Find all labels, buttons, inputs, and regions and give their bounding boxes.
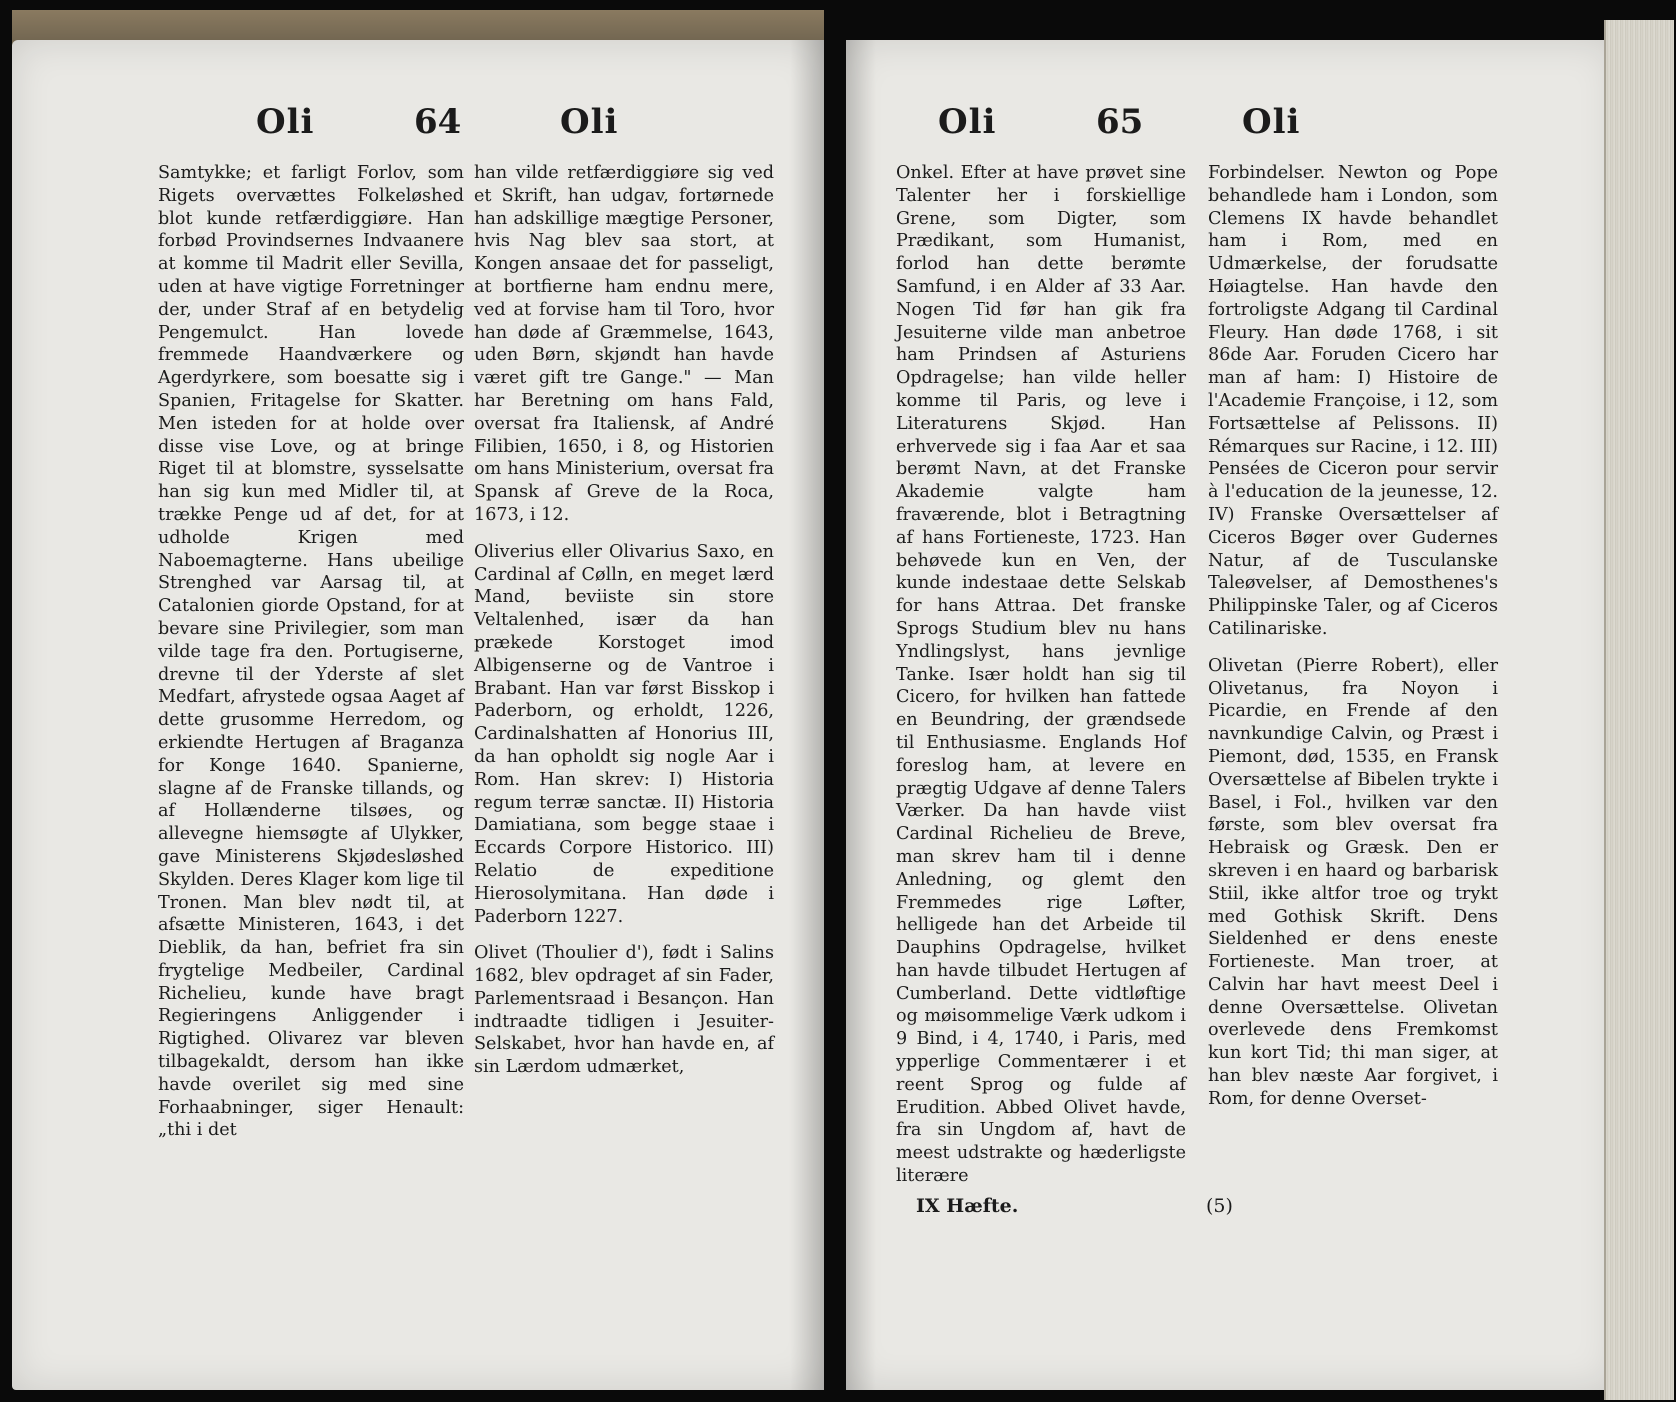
entry-oliverius: Oliverius eller Olivarius Saxo, en Cardinal af Cølln, en meget lærd Mand, beviiste sin store Veltalenhed, især da han prækede Korstoget imod Albigenserne og de Vantroe i Brabant. Han var først Bisskop i Paderborn, og erholdt, 1226, Cardinalshatten af Honorius III, da han opholdt sig nogle Aar i Rom. Han skrev: I) Historia regum terræ sanctæ. II) Historia Damiatiana, som begge staae i Eccards Corpore Historico. III) Relatio de expeditione Hierosolymitana. Han døde i Paderborn 1227. <box>474 541 774 927</box>
right-page-number: 65 <box>1096 102 1144 142</box>
entry-olivetan: Olivetan (Pierre Robert), eller Olivetanus, fra Noyon i Picardie, en Frende af den navnkundige Calvin, og Præst i Piemont, død, 1535, en Fransk Oversættelse af Bibelen trykte i Basel, i Fol., hvilken var den første, som blev oversat fra Hebraisk og Græsk. Den er skreven i en haard og barbarisk Stiil, ikke altfor troe og trykt med Gothisk Skrift. Dens Sieldenhed er dens eneste Fortieneste. Man troer, at Calvin har havt meest Deel i denne Oversættelse. Olivetan overlevede dens Fremkomst kun kort Tid; thi man siger, at han blev næste Aar forgivet, i Rom, for denne Overset- <box>1208 655 1498 1109</box>
text-paragraph: Samtykke; et farligt Forlov, som Rigets overvættes Folkeløshed blot kunde retfærdiggiøre. Han forbød Provindsernes Indvaanere at komme til Madrit eller Sevilla, uden at have vigtige Forretninger der, under Straf af en betydelig Pengemulct. Han lovede fremmede Haandværkere og Agerdyrkere, som boesatte sig i Spanien, Fritagelse for Skatter. Men isteden for at holde over disse vise Love, og at bringe Riget til at blomstre, sysselsatte han sig kun med Midler til, at trække Penge ud af det, for at udholde Krigen med Naboemagterne. Hans ubeilige Strenghed var Aarsag til, at Catalonien giorde Opstand, for at bevare sine Privilegier, som man vilde tage fra den. Portugiserne, drevne til der Yderste af slet Medfart, afrystede ogsaa Aaget af dette grusomme Herredom, og erkiendte Hertugen af Braganza for Konge 1640. Spanierne, slagne af de Franske tillands, og af Hollænderne tilsøes, og allevegne hiemsøgte af Ulykker, gave Ministerens Skjødesløshed Skylden. Deres Klager kom lige til Tronen. Man blev nødt til, at afsætte Ministeren, 1643, i det Dieblik, da han, befriet fra sin frygtelige Medbeiler, Cardinal Richelieu, kunde have bragt Regieringens Anliggender i Rigtighed. Olivarez var bleven tilbagekaldt, dersom han ikke havde overilet sig med sine Forhaabninger, siger Henault: „thi i det <box>158 163 464 1141</box>
gutter-shadow-right <box>846 40 876 1390</box>
left-column-2 <box>474 162 774 1079</box>
right-column-2 <box>1208 162 1498 1111</box>
text-paragraph: Forbindelser. Newton og Pope behandlede ham i London, som Clemens IX havde behandlet ham i Rom, med en Udmærkelse, der forudsatte Høiagtelse. Han havde den fortroligste Adgang til Cardinal Fleury. Han døde 1768, i sit 86de Aar. Foruden Cicero har man af ham: I) Histoire de l'Academie Françoise, i 12, som Fortsættelse af Pelissons. II) Rémarques sur Racine, i 12. III) Pensées de Ciceron pour servir à l'education de la jeunesse, 12. IV) Franske Oversættelser af Ciceros Bøger over Gudernes Natur, af de Tusculanske Taleøvelser, af Demosthenes's Philippinske Taler, og af Ciceros Catilinariske. <box>1208 163 1498 639</box>
right-header-word-right: Oli <box>1242 102 1301 142</box>
text-paragraph: Onkel. Efter at have prøvet sine Talenter her i forskiellige Grene, som Digter, som Prædikant, som Humanist, forlod han dette berømte Samfund, i en Alder af 33 Aar. Nogen Tid før han gik fra Jesuiterne vilde man anbetroe ham Prindsen af Asturiens Opdragelse; han vilde heller komme til Paris, og leve i Literaturens Skjød. Han erhvervede sig i faa Aar et saa berømt Navn, at det Franske Akademie valgte ham fraværende, blot i Betragtning af hans Fortieneste, 1723. Han behøvede kun en Ven, der kunde indestaae dette Selskab for hans Attraa. Det franske Sprogs Studium blev nu hans Yndlingslyst, hans jevnlige Tanke. Især holdt han sig til Cicero, for hvilken han fattede en Beundring, der grændsede til Enthusiasme. Englands Hof foreslog ham, at levere en prægtig Udgave af denne Talers Værker. Da han havde viist Cardinal Richelieu de Breve, man skrev ham til i denne Anledning, og glemt den Fremmedes rige Løfter, helligede han det Arbeide til Dauphins Opdragelse, hvilket han havde tilbudet Hertugen af Cumberland. Dette vidtløftige og møisommelige Værk udkom i 9 Bind, i 4, 1740, i Paris, med ypperlige Commentærer i et reent Sprog og fulde af Erudition. Abbed Olivet havde, fra sin Ungdom af, havt de meest udstrakte og hæderligste literære <box>896 163 1186 1187</box>
right-header-word-left: Oli <box>938 102 997 142</box>
right-column-1 <box>896 162 1186 1188</box>
left-page-number: 64 <box>414 102 462 142</box>
entry-olivet: Olivet (Thoulier d'), født i Salins 1682, blev opdraget af sin Fader, Parlementsraad i Besançon. Han indtraadte tidligen i Jesuiter-Selskabet, hvor han havde en, af sin Lærdom udmærket, <box>474 943 774 1078</box>
left-header-word-right: Oli <box>560 102 619 142</box>
left-header-word-left: Oli <box>256 102 315 142</box>
gutter-shadow-left <box>790 40 824 1390</box>
left-page <box>12 40 824 1390</box>
left-column-1 <box>158 162 464 1142</box>
right-page <box>846 40 1616 1390</box>
text-paragraph: han vilde retfærdiggiøre sig ved et Skrift, han udgav, fortørnede han adskillige mægtige Personer, hvis Nag blev saa stort, at Kongen ansaae det for passeligt, at bortfierne ham endnu mere, ved at forvise ham til Toro, hvor han døde af Græmmelse, 1643, uden Børn, skjøndt han havde været gift tre Gange." — Man har Beretning om hans Fald, oversat fra Italiensk, af André Filibien, 1650, i 8, og Historien om hans Ministerium, oversat fra Spansk af Greve de la Roca, 1673, i 12. <box>474 163 774 525</box>
book-fore-edge <box>1604 20 1674 1400</box>
sheet-mark: (5) <box>1206 1195 1233 1217</box>
signature-mark: IX Hæfte. <box>916 1195 1019 1217</box>
